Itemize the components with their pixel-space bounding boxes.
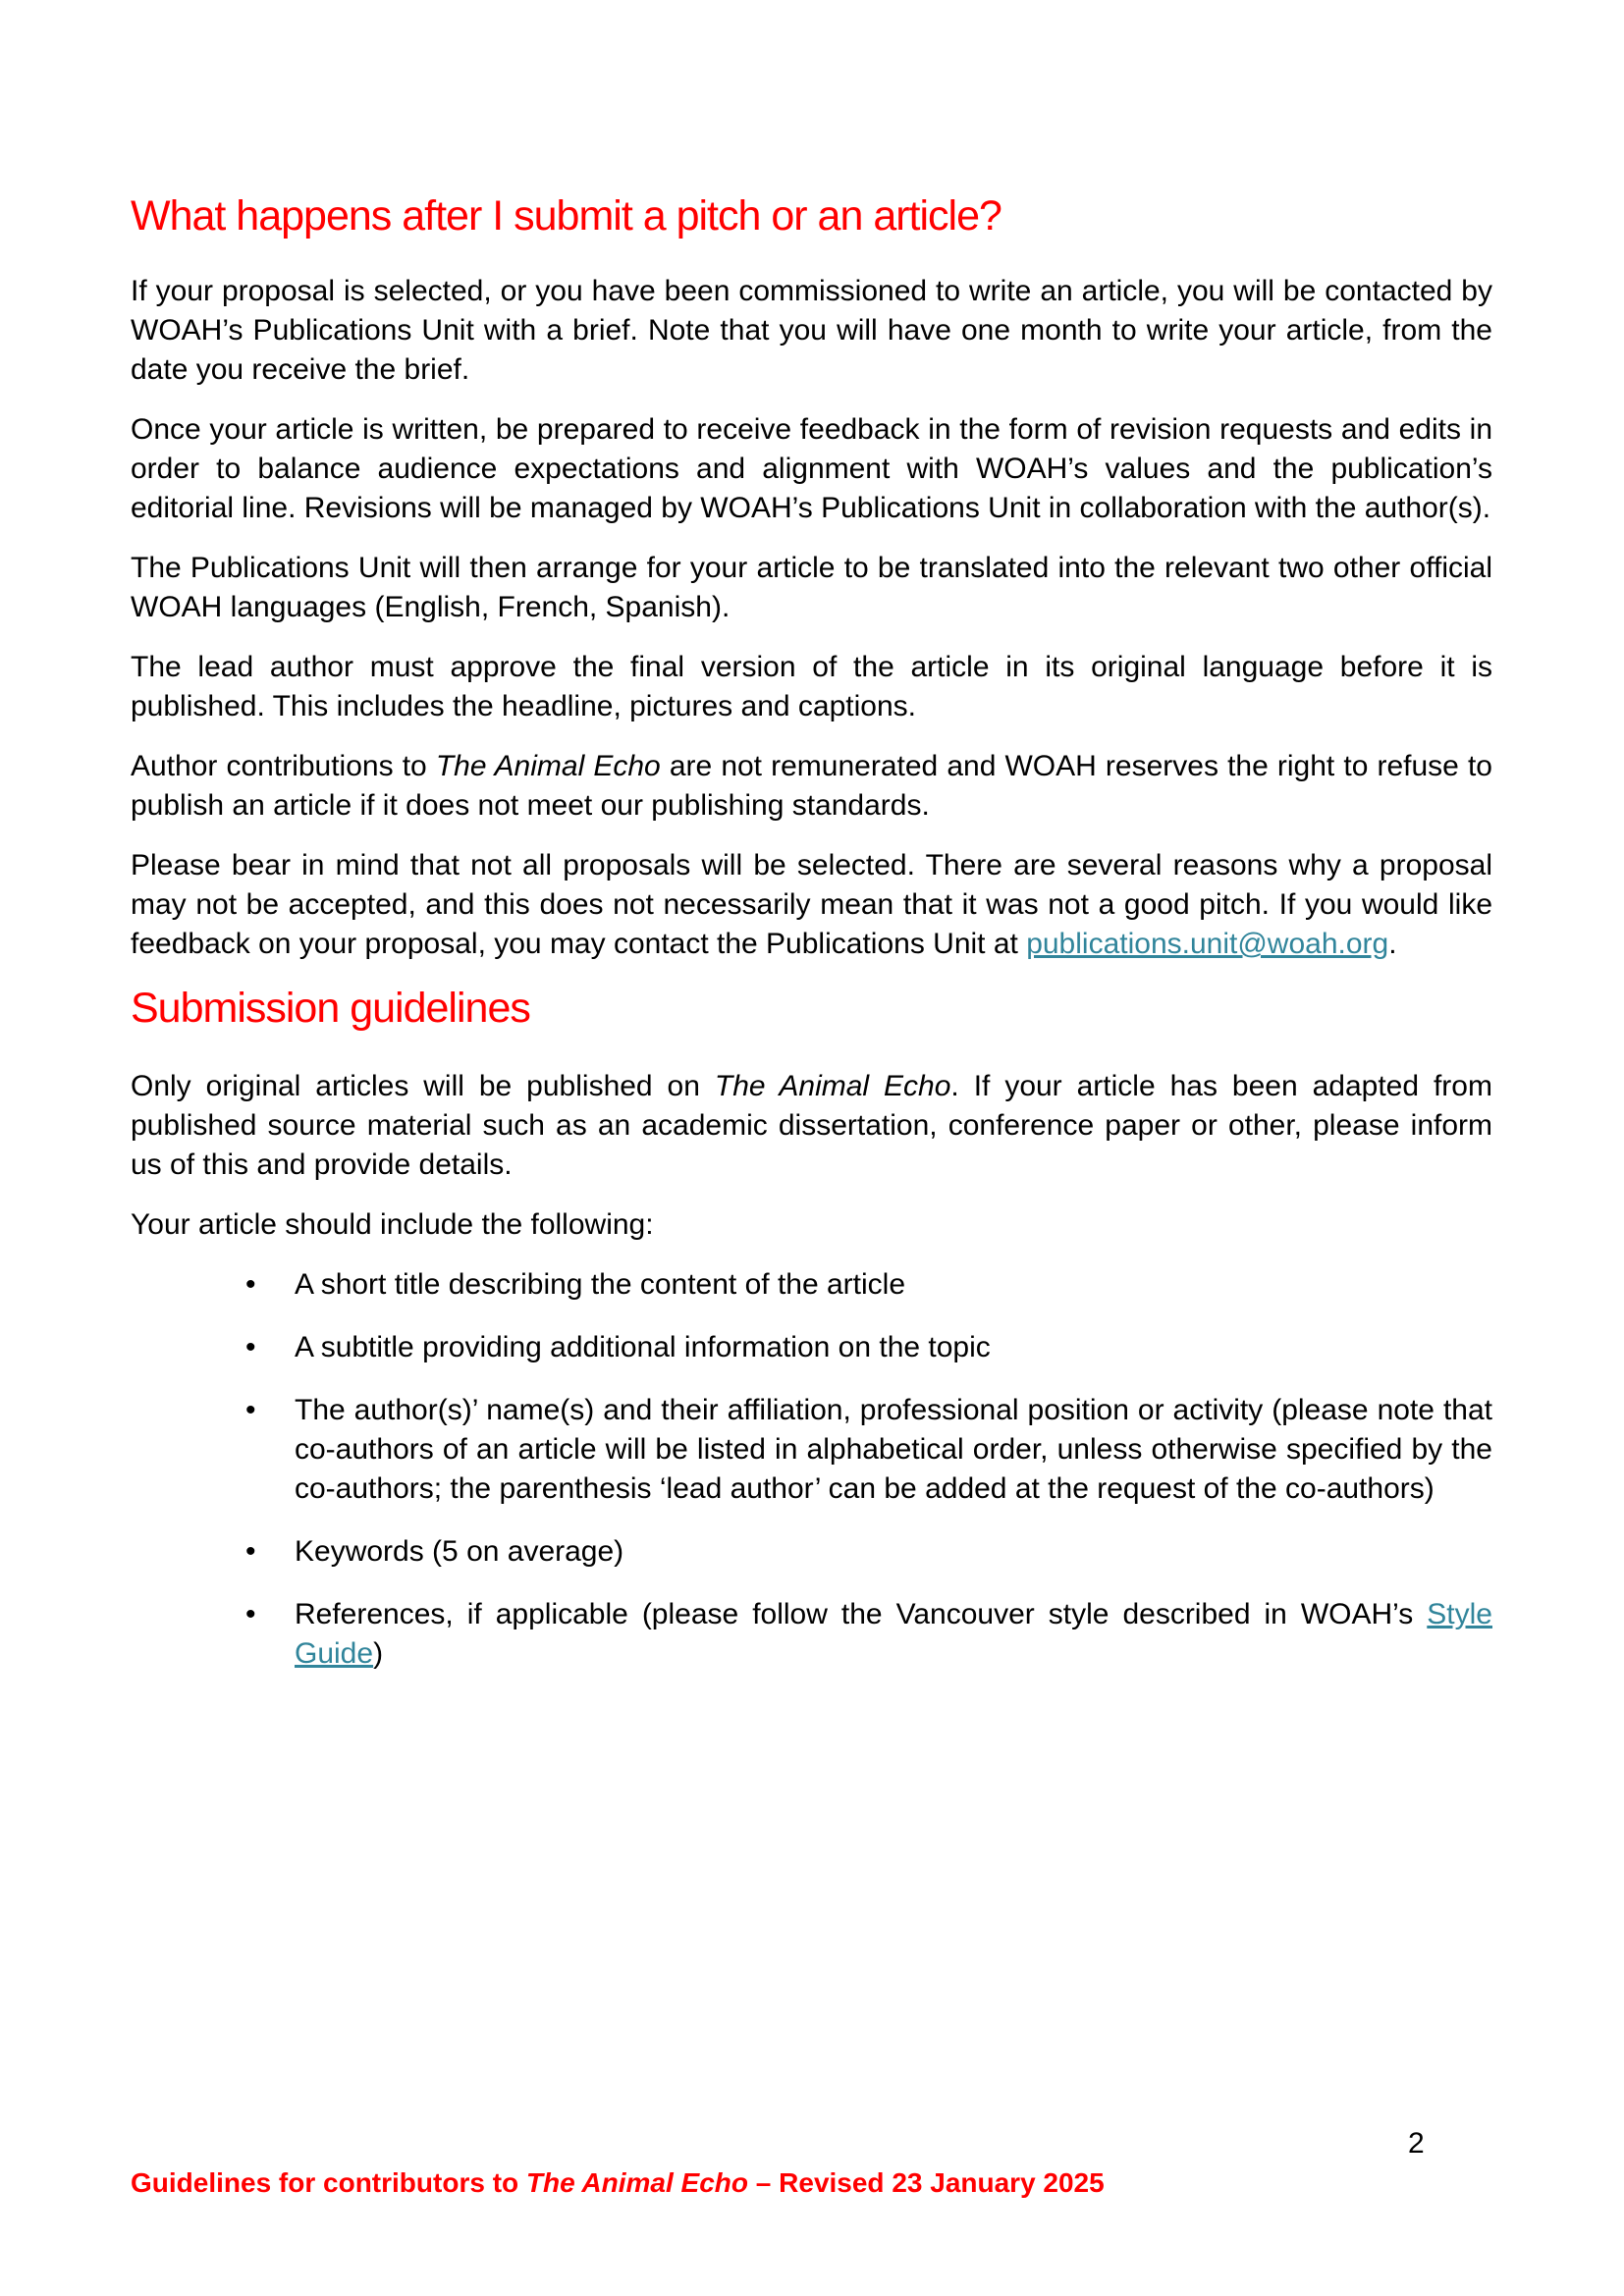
list-item-author-names: • The author(s)’ name(s) and their affiliation, professional position or activity (please note that co-authors of an article will be listed in alphabetical order, unless otherwise specified by the co-authors; the parenthesis ‘lead author’ can be added at the request of the co-authors) bbox=[295, 1391, 1492, 1509]
text-run: . bbox=[1388, 928, 1397, 961]
footer-text bbox=[131, 2165, 1105, 2201]
page-number: 2 bbox=[1408, 2127, 1425, 2160]
bullet-list bbox=[131, 1265, 1492, 1674]
text-run-italic: The Animal Echo bbox=[525, 2167, 749, 2198]
text-run: References, if applicable (please follow the Vancouver style described in WOAH’s bbox=[295, 1597, 1428, 1630]
paragraph-not-all-proposals bbox=[131, 846, 1492, 964]
text-run: – Revised 23 January 2025 bbox=[748, 2167, 1105, 2198]
paragraph-feedback-revisions: Once your article is written, be prepared to receive feedback in the form of revision requests and edits in order to balance audience expectations and alignment with WOAH’s values and the publication’s editorial line. Revisions will be managed by WOAH’s Publications Unit in collaboration with the author(s). bbox=[131, 413, 1492, 525]
paragraph-author-contributions bbox=[131, 747, 1492, 826]
list-item-references bbox=[295, 1595, 1492, 1674]
text-run: ) bbox=[373, 1636, 384, 1670]
paragraph-article-should-include: Your article should include the following: bbox=[131, 1207, 654, 1241]
list-item-subtitle: • A subtitle providing additional information on the topic bbox=[295, 1328, 1492, 1367]
style-guide-link[interactable]: Style Guide bbox=[295, 1597, 1492, 1670]
paragraph-translation: The Publications Unit will then arrange for your article to be translated into the relevant two other official WOAH languages (English, French, Spanish). bbox=[131, 552, 1492, 624]
text-run-italic: The Animal Echo bbox=[714, 1069, 951, 1102]
paragraph-proposal-selected: If your proposal is selected, or you have been commissioned to write an article, you will be contacted by WOAH’s Publications Unit with a brief. Note that you will have one month to write your article, from the date you receive the brief. bbox=[131, 275, 1492, 387]
list-item-keywords: • Keywords (5 on average) bbox=[295, 1532, 1492, 1572]
text-run-italic: The Animal Echo bbox=[435, 750, 661, 783]
text-run: Please bear in mind that not all proposals will be selected. There are several reasons why a proposal may not be accepted, and this does not necessarily mean that it was not a good pitch. If you would like feedback on your proposal, you may contact the Publications Unit at bbox=[131, 849, 1492, 961]
page-content bbox=[131, 192, 1492, 1697]
section-heading-after-submit: What happens after I submit a pitch or an article? bbox=[131, 192, 1001, 240]
paragraph-original-articles bbox=[131, 1067, 1492, 1185]
text-run: Author contributions to bbox=[131, 750, 436, 783]
paragraph-lead-author-approval: The lead author must approve the final version of the article in its original language before it is published. This includes the headline, pictures and captions. bbox=[131, 651, 1492, 723]
text-run: Only original articles will be published on bbox=[131, 1069, 715, 1102]
text-run: are not remunerated and WOAH reserves the right to refuse to publish an article if it does not meet our publishing standards. bbox=[131, 750, 1492, 823]
text-run: . If your article has been adapted from published source material such as an academic dissertation, conference paper or other, please inform us of this and provide details. bbox=[131, 1069, 1492, 1181]
publications-unit-email-link[interactable]: publications.unit@woah.org bbox=[1026, 928, 1389, 961]
text-run: Guidelines for contributors to bbox=[131, 2167, 526, 2198]
list-item-short-title: • A short title describing the content of the article bbox=[295, 1265, 1492, 1305]
section-heading-submission-guidelines: Submission guidelines bbox=[131, 985, 530, 1033]
